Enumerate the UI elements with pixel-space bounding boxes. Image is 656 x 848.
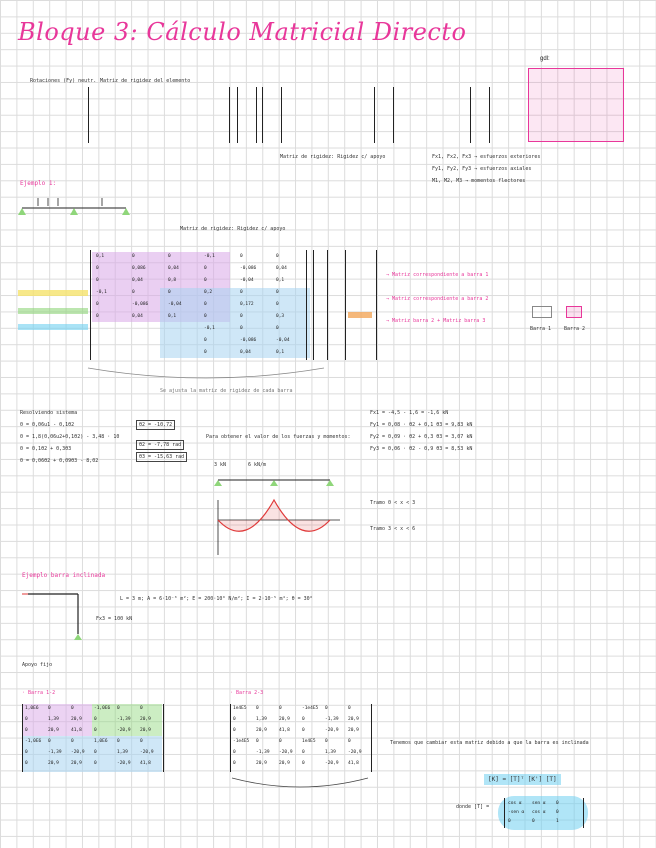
example1-matrix-cell: 0	[240, 290, 243, 295]
bar23-matrix-cell: -20,9	[348, 750, 362, 755]
bar12-matrix-cell: 0	[48, 706, 51, 711]
bar23-matrix-cell: 20,9	[348, 728, 359, 733]
bar23-matrix-cell: 41,8	[279, 728, 290, 733]
bar23-matrix-cell: -20,9	[279, 750, 293, 755]
section1-rigidity-note: Matriz de rigidez del elemento	[100, 78, 191, 84]
bar12-label: · Barra 1-2	[22, 690, 56, 696]
example1-beam-sketch	[18, 190, 138, 220]
bar12-matrix-cell: -1,39	[117, 717, 131, 722]
bar23-matrix-cell: -20,9	[325, 761, 339, 766]
bar12-matrix-cell: 20,9	[140, 717, 151, 722]
example1-matrix-cell: -0,1	[96, 290, 107, 295]
results-eq3: 0 = 0,1θ2 + 0,3θ3	[20, 446, 72, 452]
t-matrix-cell: 0	[556, 801, 559, 806]
example2-fixed-note: Fx3 = 100 kN	[96, 616, 133, 622]
t-matrix-cell: 0	[508, 819, 511, 824]
bar12-matrix-cell: 20,9	[71, 761, 82, 766]
bar12-matrix-cell: 0	[117, 739, 120, 744]
example1-matrix-cell: -0,086	[240, 266, 257, 271]
example1-matrix-cell: -0,086	[132, 302, 149, 307]
bar23-matrix-cell: 0	[233, 728, 236, 733]
example1-matrix-cell: 0	[240, 326, 243, 331]
bar23-matrix-cell: 20,9	[279, 717, 290, 722]
bar12-matrix-cell: 41,8	[140, 761, 151, 766]
example1-matrix-cell: -0,1	[204, 254, 215, 259]
bar23-matrix-cell: 0	[348, 739, 351, 744]
bar23-matrix-cell: 0	[279, 706, 282, 711]
example1-matrix-cell: -0,1	[204, 326, 215, 331]
section1-k-label: Rotaciones (Fy) neutr.	[30, 78, 97, 84]
t-matrix-cell: cos α	[532, 810, 546, 815]
example1-matrix-cell: 0,04	[240, 350, 251, 355]
results-tramo2: Tramo 3 < x < 6	[370, 526, 416, 532]
bar12-matrix-cell: 0	[25, 728, 28, 733]
example1-matrix-cell: 0,04	[168, 266, 179, 271]
example1-matrix-cell: 0	[132, 290, 135, 295]
bar12-matrix-cell: 41,8	[71, 728, 82, 733]
example1-matrix-cell: 0	[204, 350, 207, 355]
bar12-matrix-cell: 0	[94, 728, 97, 733]
bar23-matrix-cell: 0	[233, 761, 236, 766]
section1-vector-b	[262, 87, 282, 143]
t-matrix-cell: -sen α	[508, 810, 525, 815]
bar23-matrix-cell: 0	[302, 761, 305, 766]
example1-matrix-cell: -0,04	[168, 302, 182, 307]
example2-label: Ejemplo barra inclinada	[22, 572, 106, 579]
section1-vector-d	[470, 87, 490, 143]
moment-diagram	[210, 470, 350, 560]
example2-frame-sketch	[18, 584, 108, 644]
section1-note-bottom: Matriz de rigidez: Rigidez c/ apoyo	[280, 154, 386, 160]
results-tramo1: Tramo 0 < x < 3	[370, 500, 416, 506]
example2-support: Apoyo fijo	[22, 662, 53, 668]
t-matrix-cell: 0	[556, 810, 559, 815]
example1-matrix-cell: 0	[276, 302, 279, 307]
beam-load-mid: 6 kN/m	[248, 462, 267, 468]
bar23-matrix-cell: 0	[279, 739, 282, 744]
example1-matrix-cell: 0	[276, 290, 279, 295]
bar2-sketch	[566, 306, 582, 318]
example1-matrix-cell: 0	[132, 254, 135, 259]
results-r2: Fy1 = 0,08 · θ2 + 0,1 θ3 = 9,83 kN	[370, 422, 473, 428]
example1-label: Ejemplo 1:	[20, 180, 57, 187]
bar12-matrix-cell: 0	[117, 706, 120, 711]
bar2-label: Barra 2	[564, 326, 586, 332]
bar23-matrix-cell: -1,39	[325, 717, 339, 722]
example1-matrix-cell: 0,1	[168, 314, 177, 319]
example1-bottom-note: Se ajusta la matriz de rigidez de cada barra	[160, 388, 293, 394]
gdl-label-text: gdl:	[540, 56, 550, 62]
t-matrix-cell: 0	[532, 819, 535, 824]
bar23-matrix-cell: -20,9	[325, 728, 339, 733]
highlight-cyan	[18, 324, 88, 330]
bar12-matrix-cell: -1,0E6	[94, 706, 111, 711]
example1-matrix-cell: 0,172	[240, 302, 254, 307]
bar1-sketch	[532, 306, 552, 318]
example1-matrix-cell: 0	[96, 266, 99, 271]
gdl-label	[540, 56, 550, 62]
beam-load-left: 3 kN	[214, 462, 227, 468]
bar23-matrix-cell: 20,9	[256, 728, 267, 733]
example2-donde: donde [T] =	[456, 804, 490, 810]
example1-matrix-cell: 0,1	[276, 350, 285, 355]
bar23-label: · Barra 2-3	[230, 690, 264, 696]
example1-matrix-cell: 0,2	[204, 290, 213, 295]
t-matrix-cell: sen α	[532, 801, 546, 806]
example1-matrix-cell: 0	[168, 254, 171, 259]
highlight-yellow	[18, 290, 88, 296]
bar23-matrix-cell: 20,9	[348, 717, 359, 722]
bar23-matrix-cell: 1,39	[325, 750, 336, 755]
bar12-matrix-cell: -20,9	[117, 761, 131, 766]
results-eq2: 0 = 1,8(0,06u2+0,1θ2) - 3,48 · 10	[20, 434, 120, 440]
bar12-matrix-cell: 0	[25, 750, 28, 755]
example1-matrix-cell: 0	[204, 338, 207, 343]
bar12-matrix-cell: 1,0E6	[25, 706, 39, 711]
example1-matrix-cell: 0	[204, 278, 207, 283]
bar12-matrix-cell: 0	[140, 739, 143, 744]
bar12-matrix-cell: 0	[48, 739, 51, 744]
bar23-matrix-cell: 0	[256, 739, 259, 744]
bar12-matrix-cell: -1,39	[48, 750, 62, 755]
bar23-matrix-cell: -1e4E5	[302, 706, 319, 711]
results-left-title: Resolviendo sistema	[20, 410, 78, 416]
bar12-matrix-cell: 0	[140, 706, 143, 711]
bar23-matrix-cell: 0	[302, 728, 305, 733]
bar12-matrix-cell: 20,9	[48, 761, 59, 766]
results-eq4: 0 = 0,06θ2 + 0,09θ3 - 8,02	[20, 458, 99, 464]
example1-legend-c: → Matriz barra 2 + Matriz barra 3	[386, 318, 486, 324]
section1-legend-f: Fx1, Fx2, Fx3 → esfuerzos exteriores	[432, 154, 541, 160]
example1-matrix-cell: 0	[240, 254, 243, 259]
section1-matrix	[88, 87, 230, 143]
bar12-matrix-cell: 1,0E6	[94, 739, 108, 744]
example1-matrix-cell: -0,04	[276, 338, 290, 343]
bar23-matrix-cell: 0	[233, 717, 236, 722]
example1-matrix-cell: 0	[204, 266, 207, 271]
results-r1: Fx1 = -4,5 - 1,6 = -1,6 kN	[370, 410, 449, 416]
bar23-matrix-cell: 0	[325, 706, 328, 711]
bar23-matrix-cell: 1e4E5	[302, 739, 316, 744]
section1-legend-u: Fy1, Fy2, Fy3 → esfuerzos axiales	[432, 166, 532, 172]
bar12-matrix-cell: -20,9	[117, 728, 131, 733]
example1-matrix-cell: 0	[204, 302, 207, 307]
example1-matrix-cell: 0	[240, 314, 243, 319]
example1-matrix-cell: 0,086	[132, 266, 146, 271]
bar23-matrix-cell: 20,9	[256, 761, 267, 766]
results-r4: Fy3 = 0,06 · θ2 - 0,9 θ3 = 8,53 kN	[370, 446, 473, 452]
example1-matrix-cell: 0,3	[276, 314, 285, 319]
results-mid-note: Para obtener el valor de los fuerzas y momentos:	[206, 434, 351, 440]
bar12-matrix-cell: 20,9	[140, 728, 151, 733]
bar12-matrix-cell: 20,9	[48, 728, 59, 733]
section1-vector-c	[374, 87, 394, 143]
example1-matrix-cell: 0	[204, 314, 207, 319]
bar12-matrix-cell: 1,39	[48, 717, 59, 722]
example1-beam-note: Matriz de rigidez: Rigidez c/ apoyo	[180, 226, 286, 232]
bar23-matrix-cell: 0	[302, 717, 305, 722]
example1-matrix-cell: -0,086	[240, 338, 257, 343]
example1-matrix-cell: 0	[96, 302, 99, 307]
results-box1: θ2 = -10,72	[136, 420, 175, 430]
section1-vector-a	[237, 87, 257, 143]
bar23-matrix-cell: 0	[256, 706, 259, 711]
bar23-matrix-cell: 0	[348, 706, 351, 711]
bar23-matrix-cell: 0	[233, 750, 236, 755]
example1-matrix-cell: 0,04	[132, 278, 143, 283]
example2-bottom-eq: [K] = [T]ᵀ [K'] [T]	[484, 774, 561, 785]
example1-brace	[86, 366, 326, 386]
highlight-orange	[348, 312, 372, 318]
highlight-green	[18, 308, 88, 314]
example1-vector-u	[306, 250, 328, 360]
bar12-matrix-cell: 0	[94, 761, 97, 766]
bar23-matrix-cell: -1e4E5	[233, 739, 250, 744]
example1-matrix-cell: 0	[168, 290, 171, 295]
bar23-matrix-cell: 20,9	[279, 761, 290, 766]
bar12-matrix-cell: -1,0E6	[25, 739, 42, 744]
example1-matrix-cell: 0,1	[276, 278, 285, 283]
example1-matrix-cell: -0,04	[240, 278, 254, 283]
gdl-box	[528, 68, 624, 142]
bar12-matrix-cell: -20,9	[71, 750, 85, 755]
example1-vector-f	[345, 250, 377, 360]
results-box2: θ2 = -7,78 rad	[136, 440, 184, 450]
bar23-matrix-cell: 41,8	[348, 761, 359, 766]
bar1-label: Barra 1	[530, 326, 552, 332]
example2-props: L = 3 m; A = 6·10⁻³ m²; E = 200·10⁹ N/m²; I = 2·10⁻⁵ m⁴; θ = 30°	[120, 596, 313, 602]
example1-matrix-cell: 0,1	[96, 254, 105, 259]
bar23-matrix-cell: 1,39	[256, 717, 267, 722]
bar12-matrix-cell: -20,9	[140, 750, 154, 755]
bar23-matrix-cell: 1e4E5	[233, 706, 247, 711]
section1-legend-m: M1, M2, M3 → momentos flectores	[432, 178, 526, 184]
bar23-brace	[230, 776, 370, 796]
bar12-matrix-cell: 1,39	[117, 750, 128, 755]
example1-matrix-cell: 0,8	[168, 278, 177, 283]
results-box3: θ3 = -15,63 rad	[136, 452, 187, 462]
bar12-matrix-cell: 0	[71, 739, 74, 744]
bar12-matrix-cell: 0	[25, 717, 28, 722]
example1-matrix-cell: 0	[276, 326, 279, 331]
bar12-matrix-cell: 0	[94, 750, 97, 755]
example1-matrix-cell: 0	[96, 314, 99, 319]
bar23-matrix-cell: 0	[325, 739, 328, 744]
bar12-matrix-cell: 20,9	[71, 717, 82, 722]
bar12-matrix-cell: 0	[25, 761, 28, 766]
results-eq1: 0 = 0,06u1 - 0,1θ2	[20, 422, 75, 428]
page-title: Bloque 3: Cálculo Matricial Directo	[18, 18, 467, 46]
results-r3: Fy2 = 0,09 · θ2 + 0,3 θ3 = 3,07 kN	[370, 434, 473, 440]
bar12-matrix-cell: 0	[94, 717, 97, 722]
t-matrix-cell: cos α	[508, 801, 522, 806]
example1-legend-b: → Matriz correspondiente a barra 2	[386, 296, 489, 302]
example1-matrix-cell: 0,04	[276, 266, 287, 271]
bar23-matrix-cell: -1,39	[256, 750, 270, 755]
example1-matrix-cell: 0,04	[132, 314, 143, 319]
bar12-matrix-cell: 0	[71, 706, 74, 711]
t-matrix-cell: 1	[556, 819, 559, 824]
example1-matrix-cell: 0	[96, 278, 99, 283]
example1-matrix-cell: 0	[276, 254, 279, 259]
bar23-matrix-cell: 0	[302, 750, 305, 755]
example1-legend-a: → Matriz correspondiente a barra 1	[386, 272, 489, 278]
example2-right-note: Tenemos que cambiar esta matriz debido a que la barra es inclinada	[390, 740, 589, 746]
